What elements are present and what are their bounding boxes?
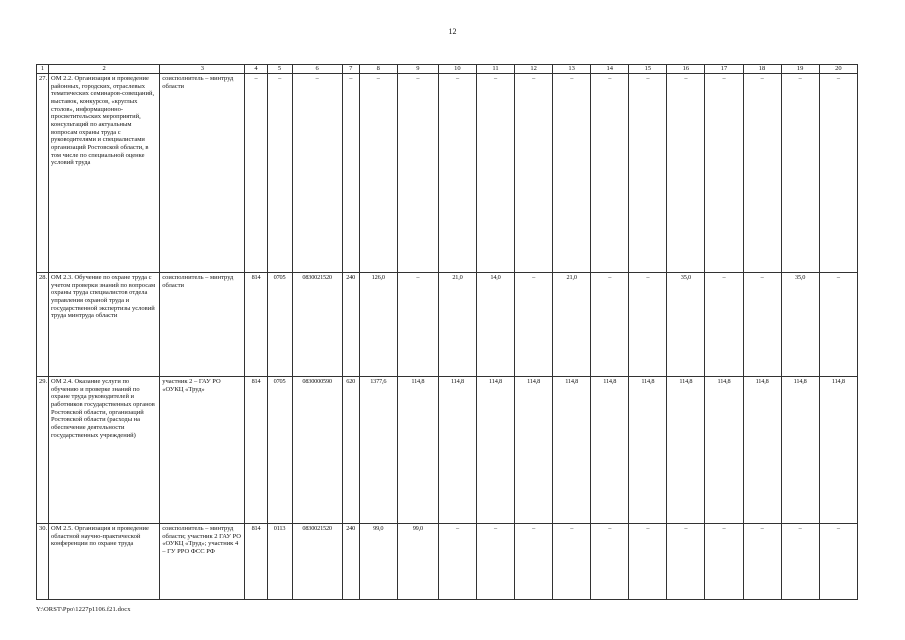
row-number: 30.	[37, 524, 49, 600]
column-header: 18	[743, 65, 781, 74]
value-cell: 814	[245, 273, 267, 377]
value-cell: –	[267, 74, 292, 273]
value-cell: –	[292, 74, 342, 273]
value-cell: 114,8	[591, 377, 629, 524]
value-cell: –	[359, 74, 397, 273]
value-cell: 0830021520	[292, 524, 342, 600]
measure-name: ОМ 2.5. Организация и проведение областной научно-практической конференции по охране труда	[49, 524, 160, 600]
value-cell: –	[743, 273, 781, 377]
column-header: 4	[245, 65, 267, 74]
value-cell: 99,0	[359, 524, 397, 600]
column-header: 8	[359, 65, 397, 74]
value-cell: –	[705, 524, 743, 600]
value-cell: 21,0	[438, 273, 476, 377]
value-cell: 620	[342, 377, 359, 524]
value-cell: 21,0	[553, 273, 591, 377]
value-cell: –	[245, 74, 267, 273]
table-row	[37, 273, 858, 377]
value-cell: –	[342, 74, 359, 273]
column-header: 11	[476, 65, 514, 74]
value-cell: 114,8	[781, 377, 819, 524]
value-cell: 814	[245, 524, 267, 600]
value-cell: 114,8	[397, 377, 438, 524]
column-header: 3	[160, 65, 245, 74]
value-cell: 0705	[267, 377, 292, 524]
column-header: 15	[629, 65, 667, 74]
executor: соисполнитель – минтруд области	[160, 273, 245, 377]
column-header: 10	[438, 65, 476, 74]
measure-name: ОМ 2.3. Обучение по охране труда с учетом проверки знаний по вопросам охраны труда специалистов отдела управления охраной труда и государственной экспертизы условий труда минтруда области	[49, 273, 160, 377]
value-cell: 114,8	[667, 377, 705, 524]
executor: соисполнитель – минтруд области	[160, 74, 245, 273]
budget-table	[36, 64, 858, 600]
value-cell: 0113	[267, 524, 292, 600]
column-header: 2	[49, 65, 160, 74]
column-header: 19	[781, 65, 819, 74]
column-header: 17	[705, 65, 743, 74]
value-cell: 114,8	[629, 377, 667, 524]
column-header: 20	[819, 65, 857, 74]
value-cell: –	[515, 524, 553, 600]
value-cell: –	[397, 74, 438, 273]
value-cell: –	[705, 74, 743, 273]
value-cell: –	[515, 74, 553, 273]
value-cell: –	[553, 524, 591, 600]
value-cell: 35,0	[667, 273, 705, 377]
value-cell: 114,8	[705, 377, 743, 524]
value-cell: –	[629, 273, 667, 377]
value-cell: –	[781, 524, 819, 600]
value-cell: –	[591, 524, 629, 600]
value-cell: 0830021520	[292, 273, 342, 377]
column-header: 9	[397, 65, 438, 74]
column-header: 7	[342, 65, 359, 74]
value-cell: 240	[342, 524, 359, 600]
value-cell: –	[667, 74, 705, 273]
value-cell: 35,0	[781, 273, 819, 377]
value-cell: 14,0	[476, 273, 514, 377]
value-cell: 114,8	[476, 377, 514, 524]
row-number: 29.	[37, 377, 49, 524]
value-cell: –	[819, 74, 857, 273]
value-cell: 240	[342, 273, 359, 377]
measure-name: ОМ 2.4. Оказание услуги по обучению и проверке знаний по охране труда руководителей и работников государственных органов Ростовской области, организаций Ростовской области (расходы на обеспечение деятельности государственных учреждений)	[49, 377, 160, 524]
column-header: 5	[267, 65, 292, 74]
column-header: 14	[591, 65, 629, 74]
value-cell: –	[705, 273, 743, 377]
file-path-footer: Y:\ORST\Ppo\1227p1106.f21.docx	[36, 606, 131, 613]
value-cell: 114,8	[553, 377, 591, 524]
value-cell: –	[438, 74, 476, 273]
value-cell: –	[819, 524, 857, 600]
table-row	[37, 74, 858, 273]
value-cell: –	[819, 273, 857, 377]
executor: соисполнитель – минтруд области; участник 2 ГАУ РО «ОУКЦ «Труд»; участник 4 – ГУ РРО ФСС РФ	[160, 524, 245, 600]
value-cell: –	[629, 524, 667, 600]
value-cell: –	[667, 524, 705, 600]
value-cell: –	[629, 74, 667, 273]
executor: участник 2 – ГАУ РО «ОУКЦ «Труд»	[160, 377, 245, 524]
column-header: 6	[292, 65, 342, 74]
value-cell: 114,8	[515, 377, 553, 524]
value-cell: 99,0	[397, 524, 438, 600]
value-cell: 814	[245, 377, 267, 524]
value-cell: –	[553, 74, 591, 273]
row-number: 28.	[37, 273, 49, 377]
table-row	[37, 377, 858, 524]
value-cell: –	[591, 273, 629, 377]
row-number: 27.	[37, 74, 49, 273]
value-cell: 114,8	[743, 377, 781, 524]
value-cell: –	[438, 524, 476, 600]
value-cell: –	[743, 74, 781, 273]
value-cell: –	[397, 273, 438, 377]
value-cell: 0705	[267, 273, 292, 377]
value-cell: –	[476, 524, 514, 600]
table-row	[37, 524, 858, 600]
value-cell: –	[781, 74, 819, 273]
value-cell: –	[591, 74, 629, 273]
value-cell: 114,8	[438, 377, 476, 524]
measure-name: ОМ 2.2. Организация и проведение районных, городских, отраслевых тематических семинаров-совещаний, выставок, конкурсов, «круглых столов», информационно-просветительских мероприятий, консультаций по актуальным вопросам охраны труда с руководителями и специалистами организаций Ростовской области, в том числе по специальной оценке условий труда	[49, 74, 160, 273]
column-header: 16	[667, 65, 705, 74]
page-number: 12	[448, 27, 457, 36]
value-cell: –	[743, 524, 781, 600]
value-cell: 0830000590	[292, 377, 342, 524]
column-header: 12	[515, 65, 553, 74]
column-header: 13	[553, 65, 591, 74]
value-cell: –	[476, 74, 514, 273]
value-cell: 126,0	[359, 273, 397, 377]
column-number-row	[37, 65, 858, 74]
value-cell: 114,8	[819, 377, 857, 524]
value-cell: –	[515, 273, 553, 377]
column-header: 1	[37, 65, 49, 74]
value-cell: 1377,6	[359, 377, 397, 524]
